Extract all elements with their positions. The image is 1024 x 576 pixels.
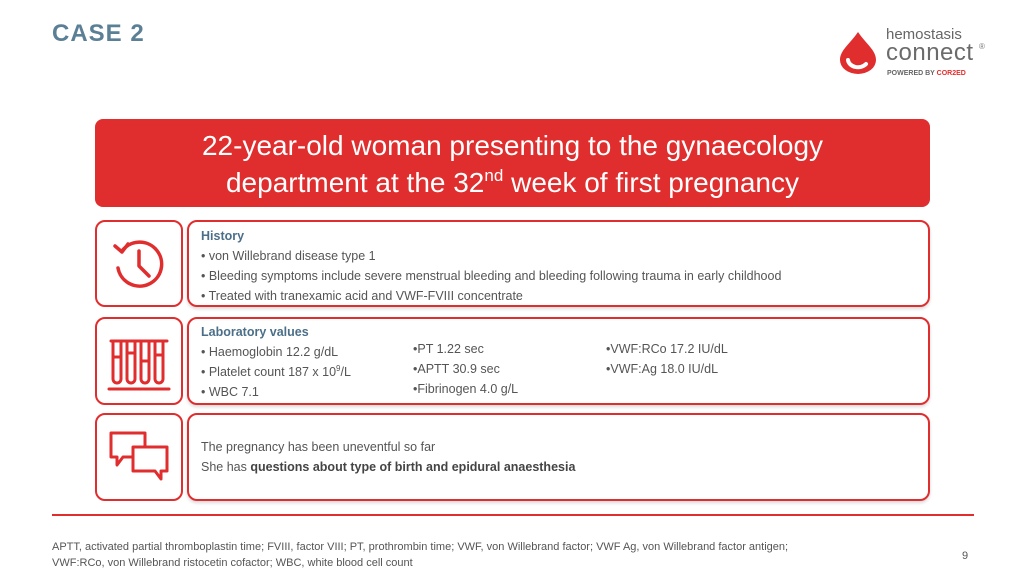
case-banner [95,119,930,207]
platelet-pre: • Platelet count 187 x 10 [201,365,337,379]
page-title: CASE 2 [52,20,145,47]
logo-word-connect: connect [886,39,974,66]
lab-value: •VWF:Ag 18.0 IU/dL [606,362,719,376]
lab-value: • Haemoglobin 12.2 g/dL [201,345,339,359]
banner-line-1: 22-year-old woman presenting to the gynaecology [201,130,824,161]
hemostasis-connect-logo [836,26,996,82]
lab-value: •Fibrinogen 4.0 g/L [413,382,519,396]
powered-prefix: POWERED BY [887,70,937,77]
footnote-line: VWF:RCo, von Willebrand ristocetin cofactor; WBC, white blood cell count [52,557,413,569]
clock-icon [109,234,169,294]
questions-pre: She has [201,460,251,474]
pregnancy-section [187,413,930,501]
history-section [187,220,930,307]
chat-bubbles-icon [107,427,171,487]
lab-icon-box [95,317,183,405]
footnote-line: APTT, activated partial thromboplastin time; FVIII, factor VIII; PT, prothrombin time; VWF, von Willebrand factor; VWF Ag, von Willebrand factor antigen; [52,541,789,553]
powered-brand: COR2ED [936,70,966,77]
hemostasis-drop-logo-icon [836,30,880,74]
lab-value [201,365,351,379]
lab-title: Laboratory values [201,325,309,339]
abbreviations-footnote [52,539,912,571]
banner-line-2-pre: department at the 32 [225,167,485,198]
banner-line-2 [95,164,930,201]
test-tubes-icon [107,329,171,393]
lab-value: •VWF:RCo 17.2 IU/dL [606,342,728,356]
page-number: 9 [962,550,969,562]
lab-value: •PT 1.22 sec [413,342,484,356]
history-title: History [201,229,245,243]
logo-registered-mark: ® [979,42,985,51]
lab-value: •APTT 30.9 sec [413,362,500,376]
platelet-unit: /L [340,365,351,379]
banner-line-2-post: week of first pregnancy [503,167,800,198]
history-item: • von Willebrand disease type 1 [201,249,376,263]
footer-divider [52,514,974,516]
banner-ordinal: nd [484,166,504,185]
logo-powered-by [887,70,966,77]
discussion-icon-box [95,413,183,501]
pregnancy-questions [201,460,575,474]
history-item: • Bleeding symptoms include severe menstrual bleeding and bleeding following trauma in early childhood [201,269,782,283]
questions-emphasis: questions about type of birth and epidural anaesthesia [250,460,576,474]
history-icon-box [95,220,183,307]
pregnancy-status: The pregnancy has been uneventful so far [201,440,436,454]
history-item: • Treated with tranexamic acid and VWF-FVIII concentrate [201,289,523,303]
lab-section [187,317,930,405]
platelet-exponent: 9 [336,364,341,373]
logo-word-hemostasis: hemostasis [886,26,962,43]
lab-value: • WBC 7.1 [201,385,259,399]
